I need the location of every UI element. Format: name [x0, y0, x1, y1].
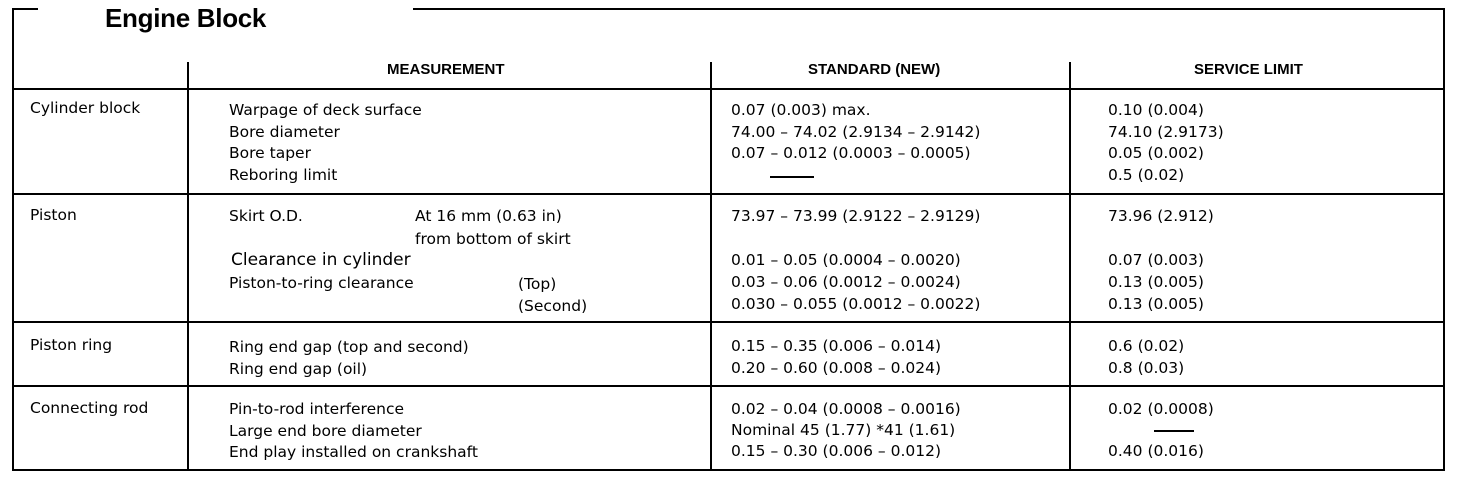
standard-value: 0.01 – 0.05 (0.0004 – 0.0020) — [731, 251, 961, 269]
standard-value: 0.07 (0.003) max. — [731, 101, 871, 119]
service-limit-value: 0.02 (0.0008) — [1108, 400, 1214, 418]
header-service-limit: SERVICE LIMIT — [1194, 61, 1303, 78]
column-divider-1 — [187, 62, 189, 470]
section-name-piston: Piston — [30, 206, 77, 224]
standard-value: 0.15 – 0.35 (0.006 – 0.014) — [731, 337, 941, 355]
standard-value: 0.02 – 0.04 (0.0008 – 0.0016) — [731, 400, 961, 418]
measurement-condition: (Top) — [518, 275, 557, 293]
service-limit-value: 0.07 (0.003) — [1108, 251, 1204, 269]
service-limit-value: 0.05 (0.002) — [1108, 144, 1204, 162]
frame-left — [12, 8, 14, 471]
measurement-label: Warpage of deck surface — [229, 101, 422, 119]
measurement-label: Bore taper — [229, 144, 311, 162]
not-applicable-dash — [1154, 430, 1194, 432]
section-name-cylinder-block: Cylinder block — [30, 99, 141, 117]
service-limit-value: 0.13 (0.005) — [1108, 295, 1204, 313]
measurement-label: Pin-to-rod interference — [229, 400, 405, 418]
standard-value: 73.97 – 73.99 (2.9122 – 2.9129) — [731, 207, 981, 225]
standard-value: 74.00 – 74.02 (2.9134 – 2.9142) — [731, 123, 981, 141]
standard-value: Nominal 45 (1.77) *41 (1.61) — [731, 421, 956, 439]
standard-value: 0.07 – 0.012 (0.0003 – 0.0005) — [731, 144, 971, 162]
measurement-label: Large end bore diameter — [229, 422, 422, 440]
service-limit-value: 0.6 (0.02) — [1108, 337, 1185, 355]
section-name-piston-ring: Piston ring — [30, 336, 113, 354]
section-divider-3 — [12, 385, 1445, 387]
service-limit-value: 0.40 (0.016) — [1108, 442, 1204, 460]
standard-value: 0.030 – 0.055 (0.0012 – 0.0022) — [731, 295, 981, 313]
measurement-label: Reboring limit — [229, 166, 338, 184]
not-applicable-dash — [770, 176, 814, 178]
measurement-label: End play installed on crankshaft — [229, 443, 478, 461]
measurement-condition: from bottom of skirt — [415, 230, 571, 248]
service-limit-value: 73.96 (2.912) — [1108, 207, 1214, 225]
section-divider-2 — [12, 321, 1445, 323]
service-limit-value: 0.13 (0.005) — [1108, 273, 1204, 291]
frame-top-right — [413, 8, 1445, 10]
standard-value: 0.20 – 0.60 (0.008 – 0.024) — [731, 359, 941, 377]
measurement-label: Ring end gap (top and second) — [229, 338, 469, 356]
measurement-condition: (Second) — [518, 297, 588, 315]
service-limit-value: 0.8 (0.03) — [1108, 359, 1185, 377]
measurement-label: Bore diameter — [229, 123, 340, 141]
page-title: Engine Block — [105, 3, 267, 33]
frame-bottom — [12, 469, 1445, 471]
service-limit-value: 74.10 (2.9173) — [1108, 123, 1224, 141]
measurement-label: Piston-to-ring clearance — [229, 274, 414, 292]
service-limit-value: 0.10 (0.004) — [1108, 101, 1204, 119]
column-divider-2 — [710, 62, 712, 470]
measurement-label: Ring end gap (oil) — [229, 360, 368, 378]
column-divider-3 — [1069, 62, 1071, 470]
header-standard: STANDARD (NEW) — [808, 61, 941, 78]
frame-right — [1443, 8, 1445, 471]
section-divider-1 — [12, 193, 1445, 195]
frame-top-left-stub — [12, 8, 38, 10]
measurement-label: Clearance in cylinder — [231, 250, 411, 270]
standard-value: 0.03 – 0.06 (0.0012 – 0.0024) — [731, 273, 961, 291]
measurement-condition: At 16 mm (0.63 in) — [415, 207, 562, 225]
header-measurement: MEASUREMENT — [387, 61, 505, 78]
section-name-connecting-rod: Connecting rod — [30, 399, 149, 417]
standard-value: 0.15 – 0.30 (0.006 – 0.012) — [731, 442, 941, 460]
service-limit-value: 0.5 (0.02) — [1108, 166, 1185, 184]
header-divider — [12, 88, 1445, 90]
measurement-label: Skirt O.D. — [229, 207, 303, 225]
